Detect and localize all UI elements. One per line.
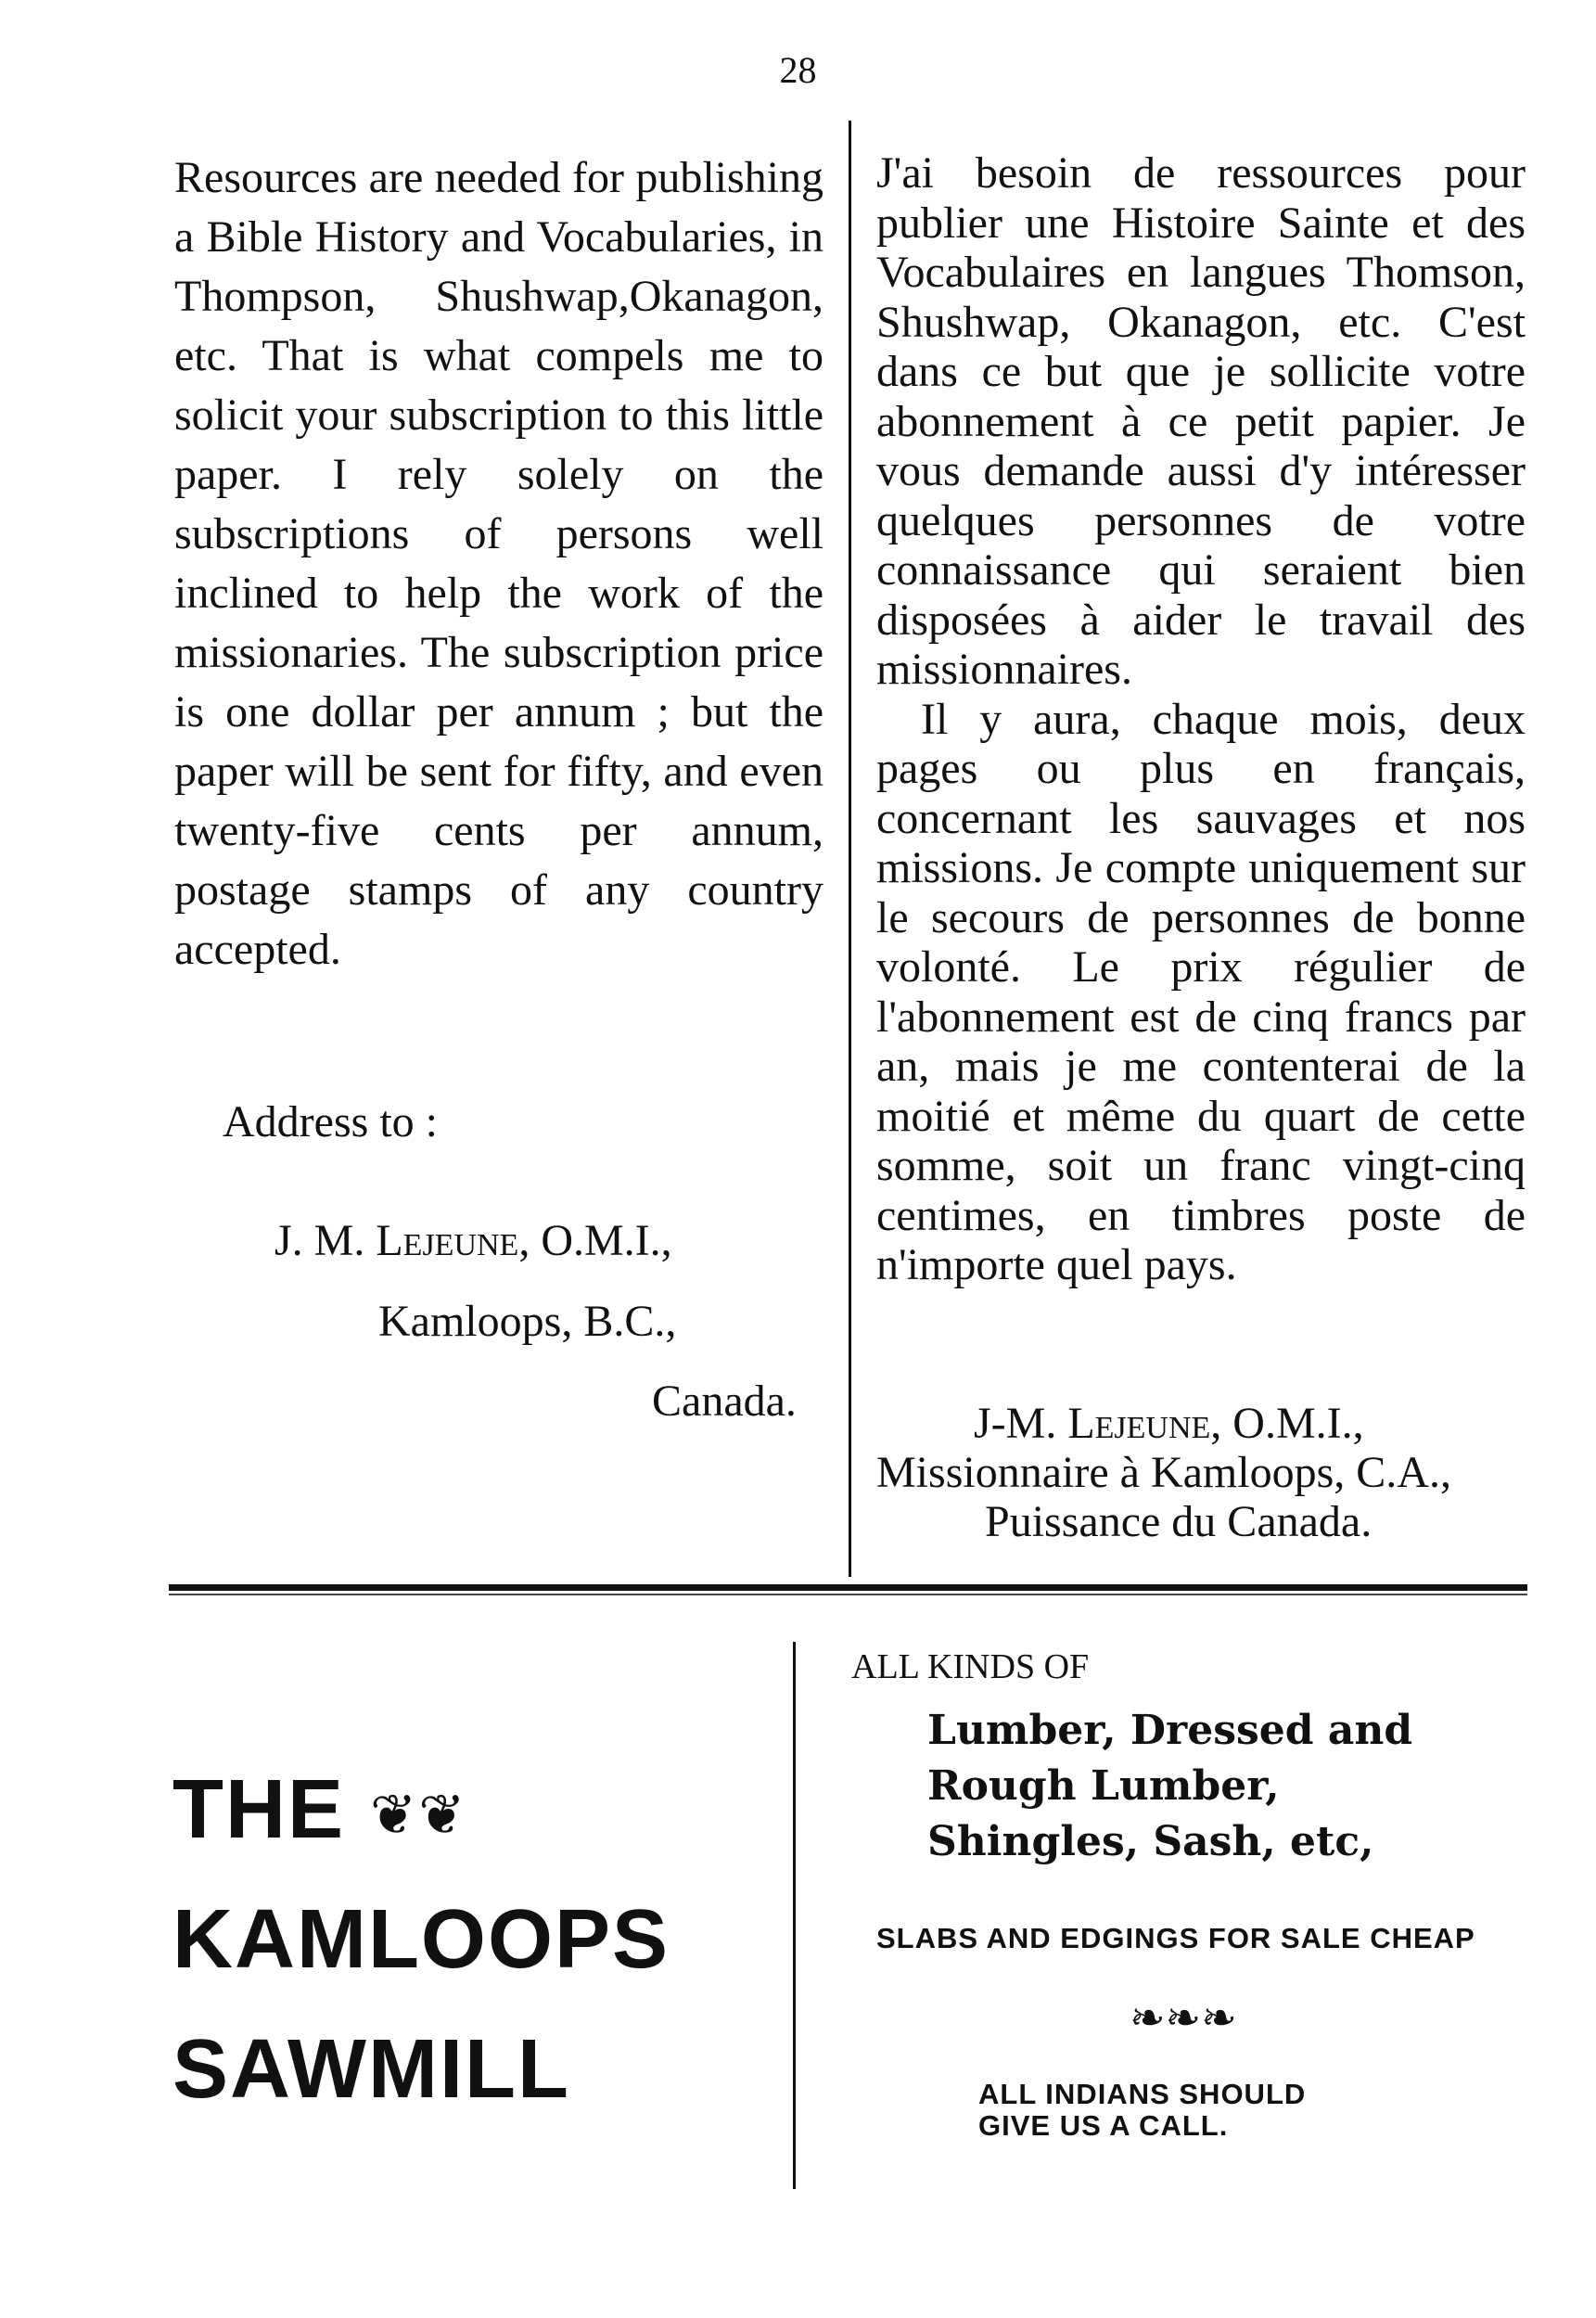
signature-name: J-M. Lejeune, O.M.I.,: [974, 1399, 1364, 1448]
address-label: Address to :: [223, 1097, 438, 1146]
ad-product-line-1: Lumber, Dressed and: [927, 1707, 1413, 1754]
ad-intro: ALL KINDS OF: [851, 1647, 1090, 1686]
ad-divider: [793, 1642, 796, 2189]
french-paragraph-2: Il y aura, chaque mois, deux pages ou plus en français, concernant les sauvages et nos missions. Je compte uniquement sur le secours de personnes de bonne volonté. Le prix régulier de l'abonnement est de cinq francs par an, mais je me contenterai de la moitié et même du quart de cette somme, soit un franc vingt-cinq centimes, en timbres poste de n'importe quel pays.: [876, 694, 1526, 1289]
ad-offer: SLABS AND EDGINGS FOR SALE CHEAP: [876, 1922, 1475, 1954]
horizontal-rule: [169, 1584, 1527, 1591]
ad-closing-line-1: ALL INDIANS SHOULD: [978, 2078, 1307, 2110]
french-paragraph-1: J'ai besoin de ressources pour publier une Histoire Sainte et des Vocabulaires en langues Thomson, Shushwap, Okanagon, etc. C'est dans ce but que je sollicite votre abonnement à ce petit papier. Je vous demande aussi d'y intéresser quelques personnes de votre connaissance qui seraient bien disposées à aider le travail des missionnaires.: [876, 148, 1526, 694]
ad-product-line-3: Shingles, Sash, etc,: [927, 1818, 1374, 1865]
address-city: Kamloops, B.C.,: [378, 1297, 677, 1346]
ad-closing-line-2: GIVE US A CALL.: [978, 2109, 1229, 2142]
english-column: [174, 148, 824, 980]
ad-title-line-3: SAWMILL: [172, 2023, 570, 2116]
signature-place: Missionnaire à Kamloops, C.A.,: [876, 1448, 1451, 1497]
french-column: [876, 148, 1526, 1290]
signature-country: Puissance du Canada.: [985, 1497, 1373, 1546]
ad-title-line-1: THE ❦❦: [172, 1763, 467, 1856]
page-number: 28: [779, 49, 817, 91]
column-divider: [849, 121, 851, 1577]
ad-title-line-2: KAMLOOPS: [172, 1893, 670, 1986]
horizontal-rule-thin: [169, 1594, 1527, 1595]
ad-product-line-2: Rough Lumber,: [927, 1762, 1280, 1810]
english-paragraph: Resources are needed for publishing a Bible History and Vocabularies, in Thompson, Shushwap,Okanagon, etc. That is what compels me to solicit your subscription to this little paper. I rely solely on the subscriptions of persons well inclined to help the work of the missionaries. The subscription price is one dollar per annum ; but the paper will be sent for fifty, and even twenty-five cents per annum, postage stamps of any country accepted.: [174, 153, 824, 974]
address-name: J. M. Lejeune, O.M.I.,: [275, 1216, 672, 1265]
address-country: Canada.: [652, 1377, 797, 1426]
ornament-icon: ❦❦: [370, 1783, 467, 1849]
fleuron-icon: ❧❧❧: [1130, 1992, 1237, 2043]
